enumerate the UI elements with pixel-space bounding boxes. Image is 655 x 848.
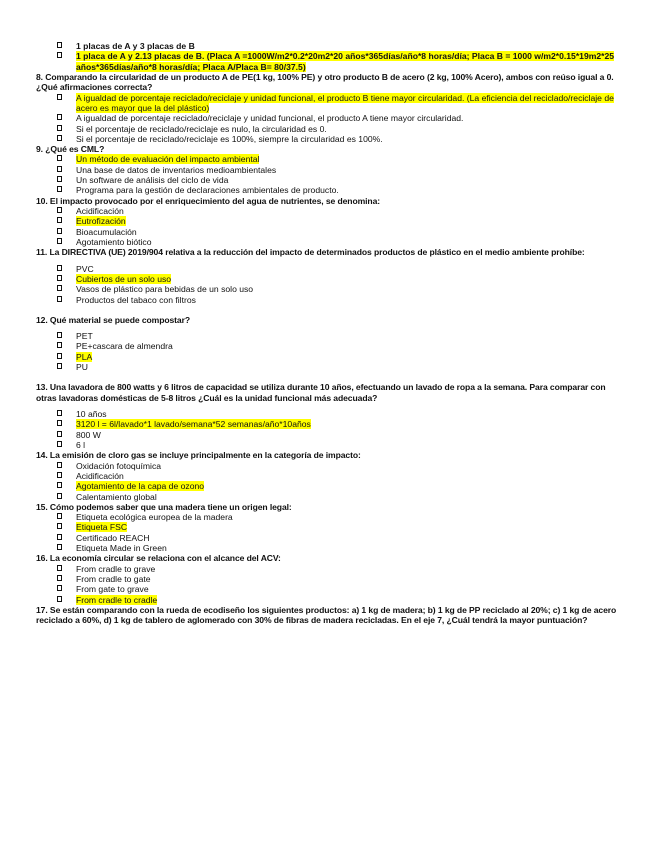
question-text: 16. La economía circular se relaciona con el alcance del ACV: <box>36 553 281 564</box>
checkbox-icon <box>57 114 62 120</box>
answer-option <box>57 543 625 553</box>
answer-option <box>57 440 625 450</box>
checkbox-icon <box>57 155 62 161</box>
checkbox-icon <box>57 238 62 244</box>
option-text: Oxidación fotoquímica <box>76 460 162 471</box>
option-text: A igualdad de porcentaje reciclado/reciclaje y unidad funcional, el producto A tiene mayor circularidad. <box>76 113 464 124</box>
option-text: 6 l <box>76 439 86 450</box>
checkbox-icon <box>57 186 62 192</box>
option-text: From cradle to gate <box>76 574 151 584</box>
checkbox-icon <box>57 596 62 602</box>
option-text: PE+cascara de almendra <box>76 341 173 352</box>
answer-option <box>57 264 625 274</box>
answer-option <box>57 295 625 305</box>
option-text: 800 W <box>76 429 101 440</box>
checkbox-icon <box>57 176 62 182</box>
answer-option-selected <box>57 93 625 114</box>
question-text: 8. Comparando la circularidad de un producto A de PE(1 kg, 100% PE) y otro producto B de acero (2 kg, 100% Acero), ambos con reúso igual a 0. ¿Qué afirmaciones correcta? <box>36 71 614 93</box>
option-text: From gate to grave <box>76 584 149 595</box>
option-text: Cubiertos de un solo uso <box>76 273 172 284</box>
checkbox-icon <box>57 534 62 540</box>
checkbox-icon <box>57 265 62 271</box>
option-text: Un método de evaluación del impacto ambiental <box>76 154 260 165</box>
answer-option <box>57 533 625 543</box>
answer-option-selected <box>57 522 625 532</box>
option-text: Una base de datos de inventarios medioambientales <box>76 164 277 175</box>
option-text: Si el porcentaje de reciclado/reciclaje es 100%, siempre la circularidad es 100%. <box>76 133 383 144</box>
answer-option <box>57 512 625 522</box>
answer-option-selected <box>57 51 625 72</box>
checkbox-icon <box>57 125 62 131</box>
option-text: A igualdad de porcentaje reciclado/reciclaje y unidad funcional, el producto B tiene mayor circularidad. (La eficiencia del reciclado/reciclaje de acero es mayor que la del plástico) <box>76 92 614 113</box>
checkbox-icon <box>57 275 62 281</box>
checkbox-icon <box>57 52 62 58</box>
checkbox-icon <box>57 575 62 581</box>
answer-option <box>57 341 625 351</box>
answer-option <box>57 284 625 294</box>
checkbox-icon <box>57 493 62 499</box>
answer-option <box>57 227 625 237</box>
option-text: From cradle to grave <box>76 563 156 574</box>
answer-option-selected <box>57 154 625 164</box>
option-text: Agotamiento de la capa de ozono <box>76 481 205 492</box>
checkbox-icon <box>57 135 62 141</box>
option-text: 3120 l = 6l/lavado*1 lavado/semana*52 semanas/año*10años <box>76 419 311 430</box>
checkbox-icon <box>57 42 62 48</box>
checkbox-icon <box>57 544 62 550</box>
checkbox-icon <box>57 410 62 416</box>
answer-option <box>57 362 625 372</box>
option-text: Etiqueta ecológica europea de la madera <box>76 512 233 523</box>
option-text: Si el porcentaje de reciclado/reciclaje es nulo, la circularidad es 0. <box>76 123 327 134</box>
option-text: Un software de análisis del ciclo de vida <box>76 175 229 186</box>
option-text: Programa para la gestión de declaraciones ambientales de producto. <box>76 185 339 196</box>
option-text: Eutrofización <box>76 216 126 227</box>
spacer <box>0 372 655 382</box>
option-text: Etiqueta FSC <box>76 522 128 533</box>
checkbox-icon <box>57 523 62 529</box>
answer-option <box>57 206 625 216</box>
answer-option <box>57 564 625 574</box>
question-text: 13. Una lavadora de 800 watts y 6 litros de capacidad se utiliza durante 10 años, efectuando un lavado de ropa a la semana. Para comparar con otras lavadoras domésticas de 5-8 litros ¿Cuál es la unidad funcional más adecuada? <box>36 382 606 403</box>
answer-option-selected <box>57 419 625 429</box>
answer-option-selected <box>57 216 625 226</box>
checkbox-icon <box>57 342 62 348</box>
answer-option <box>57 430 625 440</box>
question-text: 15. Cómo podemos saber que una madera tiene un origen legal: <box>36 501 292 512</box>
option-text: Productos del tabaco con filtros <box>76 294 196 305</box>
answer-option-selected <box>57 595 625 605</box>
option-text: 1 placas de A y 3 placas de B <box>76 41 195 51</box>
option-text: From cradle to cradle <box>76 594 158 605</box>
option-text: PLA <box>76 351 93 362</box>
checkbox-icon <box>57 207 62 213</box>
option-text: PET <box>76 331 93 342</box>
option-text: Vasos de plástico para bebidas de un solo uso <box>76 284 254 295</box>
answer-option-selected <box>57 481 625 491</box>
option-text: 10 años <box>76 409 107 419</box>
answer-option <box>57 41 625 51</box>
option-text: Certificado REACH <box>76 532 150 543</box>
checkbox-icon <box>57 462 62 468</box>
checkbox-icon <box>57 472 62 478</box>
checkbox-icon <box>57 441 62 447</box>
checkbox-icon <box>57 513 62 519</box>
answer-option <box>57 492 625 502</box>
answer-option <box>57 331 625 341</box>
question-text: 12. Qué material se puede compostar? <box>36 314 191 325</box>
question-text: 14. La emisión de cloro gas se incluye principalmente en la categoría de impacto: <box>36 450 361 461</box>
option-text: Acidificación <box>76 470 124 481</box>
answer-option <box>57 185 625 195</box>
answer-option <box>57 134 625 144</box>
checkbox-icon <box>57 285 62 291</box>
option-text: PVC <box>76 263 94 274</box>
answer-option <box>57 409 625 419</box>
checkbox-icon <box>57 482 62 488</box>
answer-option <box>57 237 625 247</box>
spacer <box>0 305 655 315</box>
option-text: PU <box>76 362 88 373</box>
answer-option <box>57 471 625 481</box>
checkbox-icon <box>57 228 62 234</box>
checkbox-icon <box>57 585 62 591</box>
option-text: Agotamiento biótico <box>76 236 152 247</box>
answer-option-selected <box>57 274 625 284</box>
checkbox-icon <box>57 332 62 338</box>
checkbox-icon <box>57 94 62 100</box>
answer-option <box>57 175 625 185</box>
answer-option <box>57 461 625 471</box>
answer-option <box>57 124 625 134</box>
answer-option-selected <box>57 352 625 362</box>
checkbox-icon <box>57 565 62 571</box>
question-text: 10. El impacto provocado por el enriquecimiento del agua de nutrientes, se denomina: <box>36 195 381 206</box>
question-text: 9. ¿Qué es CML? <box>36 144 105 155</box>
option-text: Acidificación <box>76 206 124 216</box>
answer-option <box>57 113 625 123</box>
checkbox-icon <box>57 431 62 437</box>
checkbox-icon <box>57 296 62 302</box>
answer-option <box>57 165 625 175</box>
option-text: Etiqueta Made in Green <box>76 543 167 554</box>
checkbox-icon <box>57 353 62 359</box>
option-text: Calentamiento global <box>76 491 157 502</box>
option-text: 1 placa de A y 2.13 placas de B. (Placa A =1000W/m2*0.2*20m2*20 años*365días/año*8 horas/día; Placa B = 1000 w/m2*0.15*19m2*25 años*365días/año*8 horas/día; Placa A/Placa B= 80/37.5) <box>76 51 615 72</box>
answer-option <box>57 574 625 584</box>
checkbox-icon <box>57 166 62 172</box>
answer-option <box>57 584 625 594</box>
checkbox-icon <box>57 420 62 426</box>
checkbox-icon <box>57 217 62 223</box>
question-text: 17. Se están comparando con la rueda de ecodiseño los siguientes productos: a) 1 kg de madera; b) 1 kg de PP reciclado al 20%; c) 1 kg de acero reciclado a 60%, d) 1 kg de tablero de aglomerado con 30% de fibras de madera recicladas. En el eje 7, ¿Cuál tendrá la mayor puntuación? <box>36 604 617 626</box>
question-text: 11. La DIRECTIVA (UE) 2019/904 relativa a la reducción del impacto de determinados productos de plástico en el medio ambiente prohíbe: <box>36 247 585 258</box>
checkbox-icon <box>57 363 62 369</box>
option-text: Bioacumulación <box>76 226 137 237</box>
